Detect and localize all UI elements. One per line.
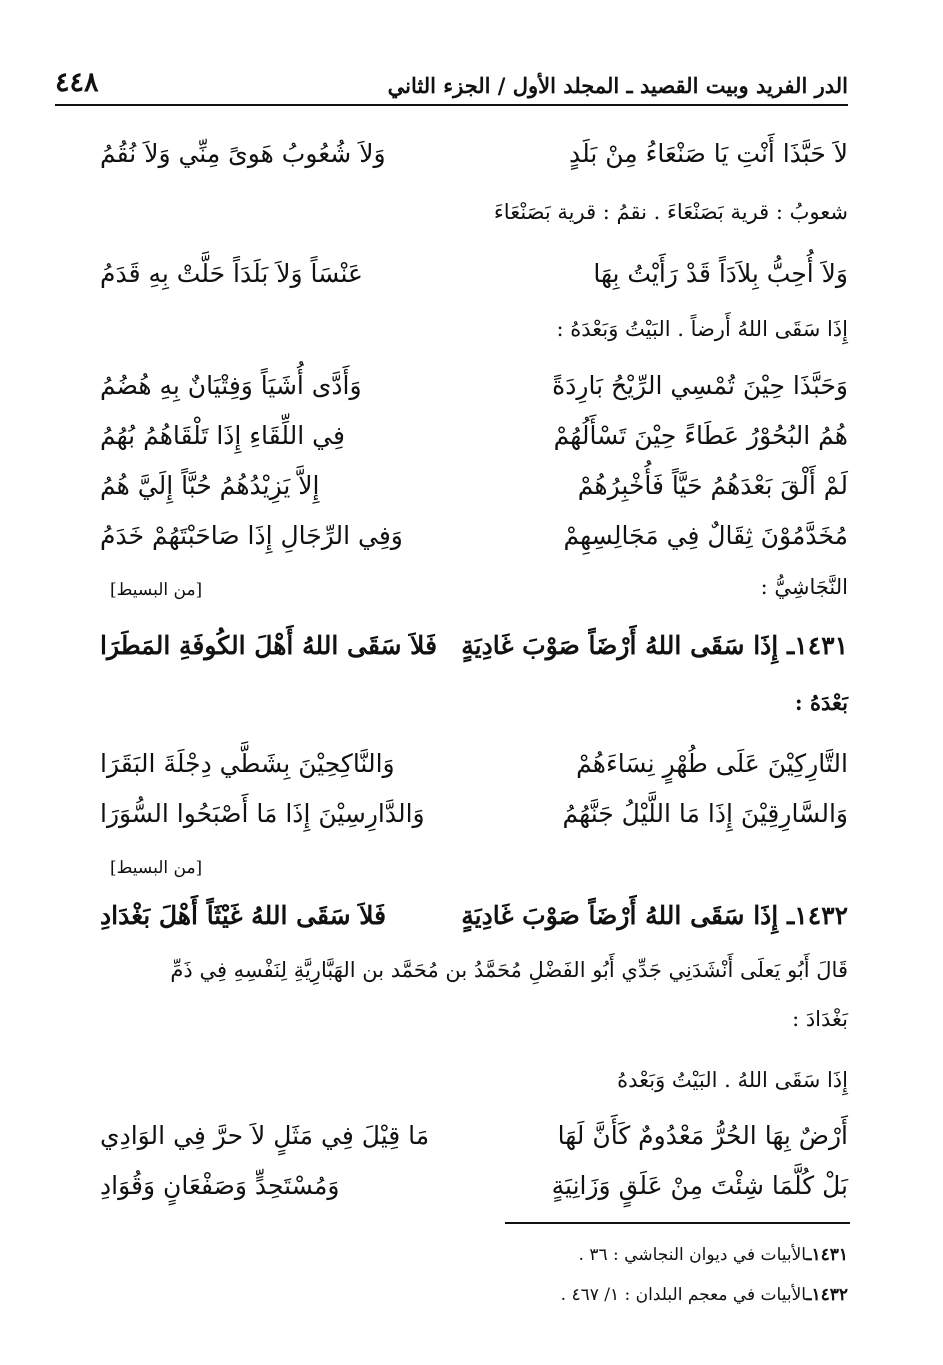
commentary-line: بَغْدَادَ :: [792, 1007, 848, 1031]
running-title: الدر الفريد وبيت القصيد ـ المجلد الأول / الجزء الثاني: [387, 73, 848, 98]
verse-line: [100, 410, 848, 460]
verse-second-hemistich: إِلاَّ يَزِيْدُهُمُ حُبَّاً إِلَيَّ هُمُ: [100, 470, 320, 500]
verse-second-hemistich: وَفِي الرِّجَالِ إِذَا صَاحَبْتَهُمْ خَدَمُ: [100, 520, 403, 550]
verse-first-hemistich: وَالسَّارِقِيْنَ إِذَا مَا اللَّيْلُ جَنَّهُمُ: [562, 798, 848, 828]
footnote-text: الأبيات في ديوان النجاشي : ٣٦ .: [578, 1245, 807, 1265]
verse-line: [100, 248, 848, 298]
page-header: [55, 58, 848, 106]
verse-first-hemistich: بَلْ كُلَّمَا شِئْتَ مِنْ عَلَقٍ وَزَانِيَةٍ: [551, 1170, 848, 1200]
verse-second-hemistich: وَالدَّارِسِيْنَ إِذَا مَا أَصْبَحُوا السُّوَرَا: [100, 798, 425, 828]
footnote-number: ١٤٣١ـ: [806, 1245, 848, 1265]
verse-line: [100, 360, 848, 410]
commentary-line: إِذَا سَقَى اللهُ أَرضاً . البَيْتُ وَبَعْدَهُ :: [556, 317, 848, 341]
verse-text: إِذَا سَقَى اللهُ أَرْضَاً صَوْبَ غَادِيَةٍ: [461, 630, 779, 660]
verse-first-hemistich: التَّارِكِيْنَ عَلَى طُهْرٍ نِسَاءَهُمْ: [576, 748, 848, 778]
verse-first-hemistich: لاَ حَبَّذَا أَنْتِ يَا صَنْعَاءُ مِنْ بَلَدٍ: [568, 138, 848, 168]
meter-label: [من البسيط]: [110, 580, 203, 600]
verse-second-hemistich: فِي اللِّقَاءِ إِذَا تَلْقَاهُمُ بُهُمُ: [100, 420, 345, 450]
page-number: ٤٤٨: [55, 67, 99, 98]
verse-first-hemistich: لَمْ أَلْقَ بَعْدَهُمُ حَيَّاً فَأُخْبِرُهُمْ: [577, 470, 848, 500]
verse-second-hemistich: وَأَدَّى أُشَيَاً وَفِتْيَانٌ بِهِ هُضُمُ: [100, 370, 362, 400]
verse-line: [100, 460, 848, 510]
verse-line: [100, 738, 848, 788]
verse-line: [100, 128, 848, 178]
footnote-number: ١٤٣٢ـ: [806, 1285, 848, 1305]
verse-first-hemistich: وَلاَ أُحِبُّ بِلاَدَاً قَدْ رَأَيْتُ بِهَا: [593, 258, 848, 288]
numbered-verse: [100, 890, 848, 940]
verse-number: ١٤٣٢ـ: [786, 900, 848, 930]
verse-first-hemistich: مُخَدَّمُوْنَ ثِقَالٌ فِي مَجَالِسِهِمْ: [563, 520, 848, 550]
footnote: [561, 1285, 848, 1305]
continuation-label: بَعْدَهُ :: [794, 690, 848, 715]
verse-second-hemistich: وَلاَ شُعُوبُ هَوىً مِنِّي وَلاَ نُقُمُ: [100, 138, 386, 168]
commentary-line: قَالَ أَبُو يَعلَى أَنْشَدَنِي جَدِّي أَبُو الفَضْلِ مُحَمَّدُ بن مُحَمَّد بن الهَبَّارِيَّةِ لِنَفْسِهِ فِي ذَمِّ: [170, 958, 848, 982]
verse-line: [100, 788, 848, 838]
meter-label: [من البسيط]: [110, 858, 203, 878]
verse-first-hemistich: أَرْضٌ بِهَا الحُرُّ مَعْدُومٌ كَأَنَّ لَهَا: [557, 1120, 848, 1150]
verse-line: [100, 1110, 848, 1160]
verse-first-hemistich: هُمُ البُحُوْرُ عَطَاءً حِيْنَ تَسْأَلُهُمْ: [553, 420, 848, 450]
verse-line: [100, 1160, 848, 1210]
footnote-text: الأبيات في معجم البلدان : ١/ ٤٦٧ .: [560, 1285, 807, 1305]
verse-first-hemistich: [461, 631, 848, 660]
footnote-divider: [505, 1222, 850, 1224]
verse-text: إِذَا سَقَى اللهُ أَرْضَاً صَوْبَ غَادِيَةٍ: [461, 900, 779, 930]
verse-second-hemistich: فَلاَ سَقَى اللهُ غَيْثَاً أَهْلَ بَغْدَادِ: [100, 900, 387, 930]
verse-first-hemistich: [461, 901, 848, 930]
footnote: [579, 1245, 848, 1265]
commentary-line: إِذَا سَقَى اللهُ . البَيْتُ وَبَعْدهُ: [617, 1068, 848, 1092]
verse-first-hemistich: وَحَبَّذَا حِيْنَ تُمْسِي الرِّيْحُ بَارِدَةً: [552, 370, 848, 400]
verse-second-hemistich: مَا قِيْلَ فِي مَثَلٍ لاَ حرَّ فِي الوَادِي: [100, 1120, 430, 1150]
gloss-line: شعوبُ : قرية بَصَنْعَاءَ . نقمُ : قرية بَصَنْعَاءَ: [493, 200, 848, 224]
verse-number: ١٤٣١ـ: [786, 630, 848, 660]
verse-line: [100, 510, 848, 560]
poet-attribution: النَّجَاشِيُّ :: [760, 575, 848, 599]
verse-second-hemistich: فَلاَ سَقَى اللهُ أَهْلَ الكُوفَةِ المَطَرَا: [100, 630, 438, 660]
numbered-verse: [100, 620, 848, 670]
verse-second-hemistich: وَمُسْتَحِدٍّ وَصَفْعَانٍ وَقُوَادِ: [100, 1170, 340, 1200]
verse-second-hemistich: وَالنَّاكِحِيْنَ بِشَطَّي دِجْلَةَ البَقَرَا: [100, 748, 395, 778]
verse-second-hemistich: عَنْسَاً وَلاَ بَلَدَاً حَلَّتْ بِهِ قَدَمُ: [100, 258, 363, 288]
